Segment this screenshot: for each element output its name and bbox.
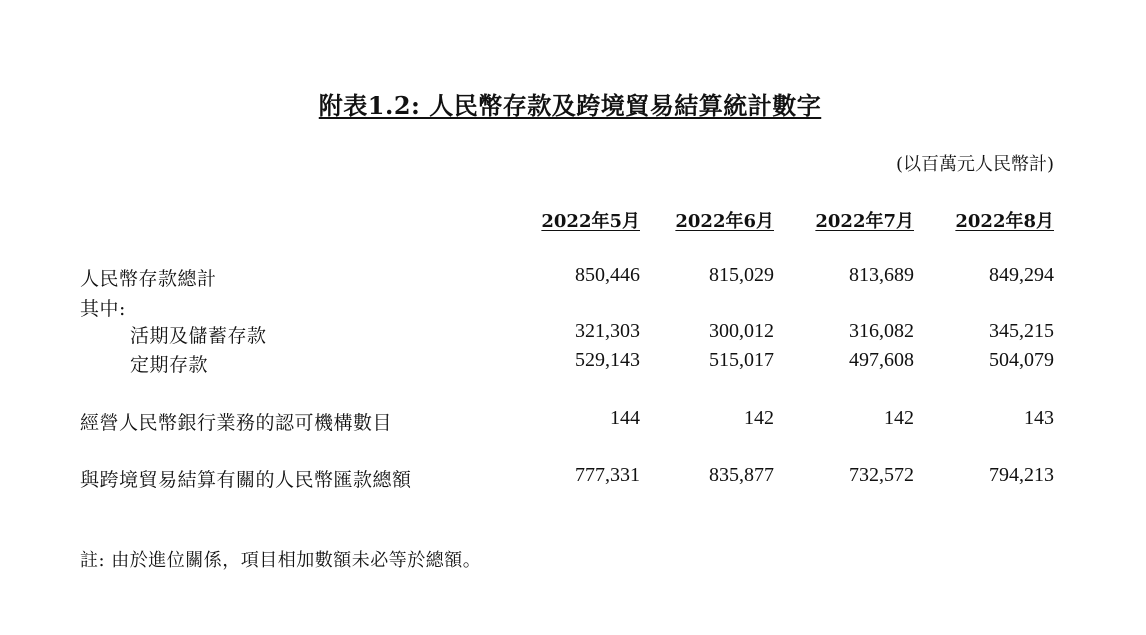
row-label-authorized-institutions: 經營人民幣銀行業務的認可機構數目 xyxy=(80,412,393,434)
row-label-demand-savings: 活期及儲蓄存款 xyxy=(130,325,267,347)
row-label-time-deposits: 定期存款 xyxy=(130,354,209,376)
table-cell: 732,572 xyxy=(849,464,914,486)
table-cell: 144 xyxy=(610,407,640,429)
table-cell: 504,079 xyxy=(989,349,1054,371)
row-label-cross-border-remittances: 與跨境貿易結算有關的人民幣匯款總額 xyxy=(80,469,412,491)
table-cell: 300,012 xyxy=(709,320,774,342)
table-title: 附表1.2: 人民幣存款及跨境貿易結算統計數字 xyxy=(318,91,822,120)
table-cell: 777,331 xyxy=(575,464,640,486)
table-cell: 813,689 xyxy=(849,264,914,286)
footnote: 註: 由於進位關係，項目相加數額未必等於總額。 xyxy=(80,550,482,571)
column-header-august: 2022年8月 xyxy=(955,211,1054,232)
table-cell: 850,446 xyxy=(575,264,640,286)
unit-note: (以百萬元人民幣計) xyxy=(895,154,1054,175)
table-cell: 142 xyxy=(884,407,914,429)
table-cell: 345,215 xyxy=(989,320,1054,342)
table-cell: 497,608 xyxy=(849,349,914,371)
table-cell: 794,213 xyxy=(989,464,1054,486)
table-cell: 529,143 xyxy=(575,349,640,371)
column-header-june: 2022年6月 xyxy=(675,211,774,232)
table-cell: 835,877 xyxy=(709,464,774,486)
table-cell: 321,303 xyxy=(575,320,640,342)
row-label-total-deposits: 人民幣存款總計 xyxy=(80,268,217,290)
column-header-may: 2022年5月 xyxy=(541,211,640,232)
table-cell: 849,294 xyxy=(989,264,1054,286)
table-cell: 515,017 xyxy=(709,349,774,371)
table-cell: 143 xyxy=(1024,407,1054,429)
column-header-july: 2022年7月 xyxy=(815,211,914,232)
table-cell: 142 xyxy=(744,407,774,429)
table-cell: 815,029 xyxy=(709,264,774,286)
table-cell: 316,082 xyxy=(849,320,914,342)
row-label-of-which: 其中: xyxy=(80,298,126,320)
